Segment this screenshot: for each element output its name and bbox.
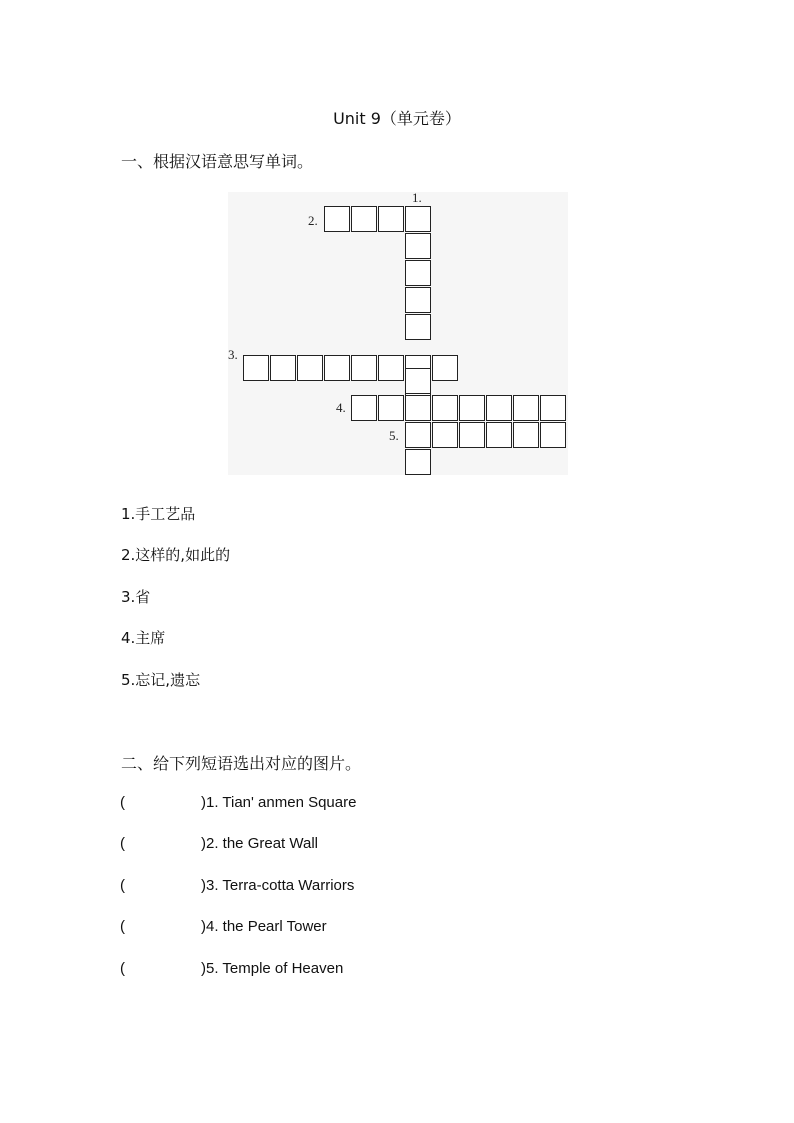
crossword-cell[interactable] — [378, 206, 404, 232]
crossword-cell[interactable] — [432, 422, 458, 448]
crossword-cell[interactable] — [540, 395, 566, 421]
crossword-cell[interactable] — [405, 422, 431, 448]
crossword-cell[interactable] — [351, 206, 377, 232]
phrase-text: )4. the Pearl Tower — [201, 918, 327, 935]
clue-number-5: 5. — [389, 428, 399, 443]
crossword-cell[interactable] — [405, 260, 431, 286]
phrase-text: )5. Temple of Heaven — [201, 960, 344, 977]
open-paren: ( — [120, 835, 125, 852]
crossword-cell[interactable] — [432, 395, 458, 421]
crossword-cell[interactable] — [486, 395, 512, 421]
crossword-cell[interactable] — [270, 355, 296, 381]
crossword-cell[interactable] — [405, 368, 431, 394]
phrase-text: )1. Tian' anmen Square — [201, 794, 357, 811]
open-paren: ( — [120, 960, 125, 977]
crossword-cell[interactable] — [432, 355, 458, 381]
clue-4: 4.主席 — [121, 629, 166, 647]
crossword-cell[interactable] — [378, 395, 404, 421]
clue-number-1: 1. — [412, 190, 422, 205]
crossword-grid — [228, 192, 568, 475]
crossword-cell[interactable] — [297, 355, 323, 381]
open-paren: ( — [120, 877, 125, 894]
crossword-cell[interactable] — [405, 449, 431, 475]
crossword-cell[interactable] — [405, 395, 431, 421]
page-title: Unit 9（单元卷） — [333, 109, 461, 128]
crossword-cell[interactable] — [513, 422, 539, 448]
open-paren: ( — [120, 794, 125, 811]
crossword-cell[interactable] — [540, 422, 566, 448]
crossword-cell[interactable] — [405, 206, 431, 232]
crossword-cell[interactable] — [351, 355, 377, 381]
crossword-cell[interactable] — [324, 206, 350, 232]
clue-number-2: 2. — [308, 213, 318, 228]
crossword-cell[interactable] — [405, 287, 431, 313]
crossword-cell[interactable] — [486, 422, 512, 448]
crossword-cell[interactable] — [459, 422, 485, 448]
crossword-cell[interactable] — [351, 395, 377, 421]
crossword-cell[interactable] — [324, 355, 350, 381]
crossword-cell[interactable] — [459, 395, 485, 421]
section-1-heading: 一、根据汉语意思写单词。 — [121, 152, 314, 171]
crossword-cell[interactable] — [243, 355, 269, 381]
clue-2: 2.这样的,如此的 — [121, 546, 231, 564]
clue-number-4: 4. — [336, 400, 346, 415]
clue-5: 5.忘记,遗忘 — [121, 671, 201, 689]
phrase-text: )3. Terra-cotta Warriors — [201, 877, 355, 894]
crossword-cell[interactable] — [405, 314, 431, 340]
section-2-heading: 二、给下列短语选出对应的图片。 — [121, 754, 362, 773]
clue-number-3: 3. — [228, 347, 238, 362]
crossword-cell[interactable] — [405, 233, 431, 259]
clue-1: 1.手工艺品 — [121, 505, 196, 523]
clue-3: 3.省 — [121, 588, 151, 606]
phrase-text: )2. the Great Wall — [201, 835, 318, 852]
crossword-cell[interactable] — [378, 355, 404, 381]
open-paren: ( — [120, 918, 125, 935]
crossword-cell[interactable] — [513, 395, 539, 421]
